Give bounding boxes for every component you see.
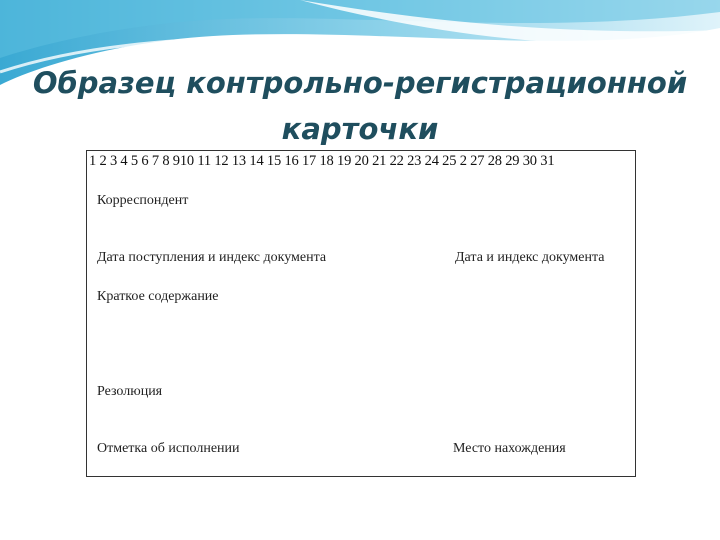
field-correspondent: Корреспондент [97, 193, 189, 208]
field-summary: Краткое содержание [97, 289, 219, 304]
page-title: Образец контрольно-регистрационной карточки [32, 66, 688, 146]
field-resolution: Резолюция [97, 384, 163, 399]
field-receipt-date-index: Дата поступления и индекс документа [97, 250, 327, 265]
field-execution-mark: Отметка об исполнении [97, 441, 240, 456]
field-doc-date-index: Дата и индекс документа [455, 250, 605, 265]
card-number-row: 1 2 3 4 5 6 7 8 910 11 12 13 14 15 16 17 18 19 20 21 22 23 24 25 2 27 28 29 30 31 [89, 153, 555, 169]
field-location: Место нахождения [453, 441, 566, 456]
registration-card [86, 150, 636, 477]
